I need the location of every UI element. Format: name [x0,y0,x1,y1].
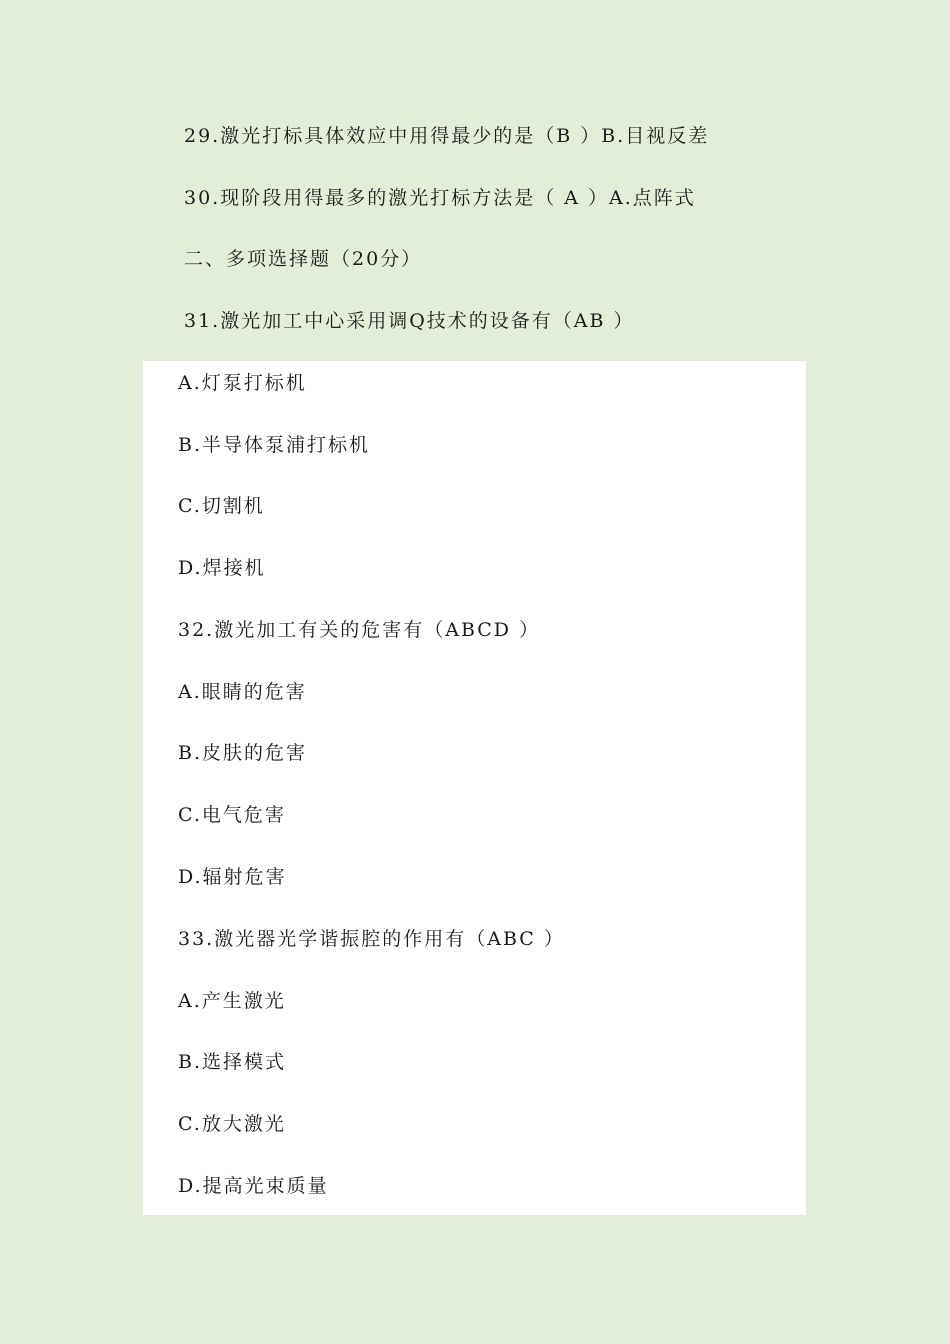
option-32-d: D.辐射危害 [178,866,287,888]
section-heading: 二、多项选择题（20分） [184,248,423,270]
option-32-c: C.电气危害 [178,804,286,826]
option-33-d: D.提高光束质量 [178,1175,329,1197]
question-30: 30.现阶段用得最多的激光打标方法是（ A ）A.点阵式 [184,187,696,209]
option-32-b: B.皮肤的危害 [178,742,308,764]
question-33: 33.激光器光学谐振腔的作用有（ABC ） [178,928,565,950]
option-33-c: C.放大激光 [178,1113,286,1135]
question-29: 29.激光打标具体效应中用得最少的是（B ）B.目视反差 [184,125,710,147]
question-32: 32.激光加工有关的危害有（ABCD ） [178,619,541,641]
option-32-a: A.眼睛的危害 [178,681,307,703]
option-33-a: A.产生激光 [178,990,286,1012]
content-panel [143,361,806,1215]
option-31-b: B.半导体泵浦打标机 [178,434,371,456]
option-31-a: A.灯泵打标机 [178,372,307,394]
option-31-d: D.焊接机 [178,557,266,579]
option-33-b: B.选择模式 [178,1051,287,1073]
question-31: 31.激光加工中心采用调Q技术的设备有（AB ） [184,310,635,332]
option-31-c: C.切割机 [178,495,265,517]
